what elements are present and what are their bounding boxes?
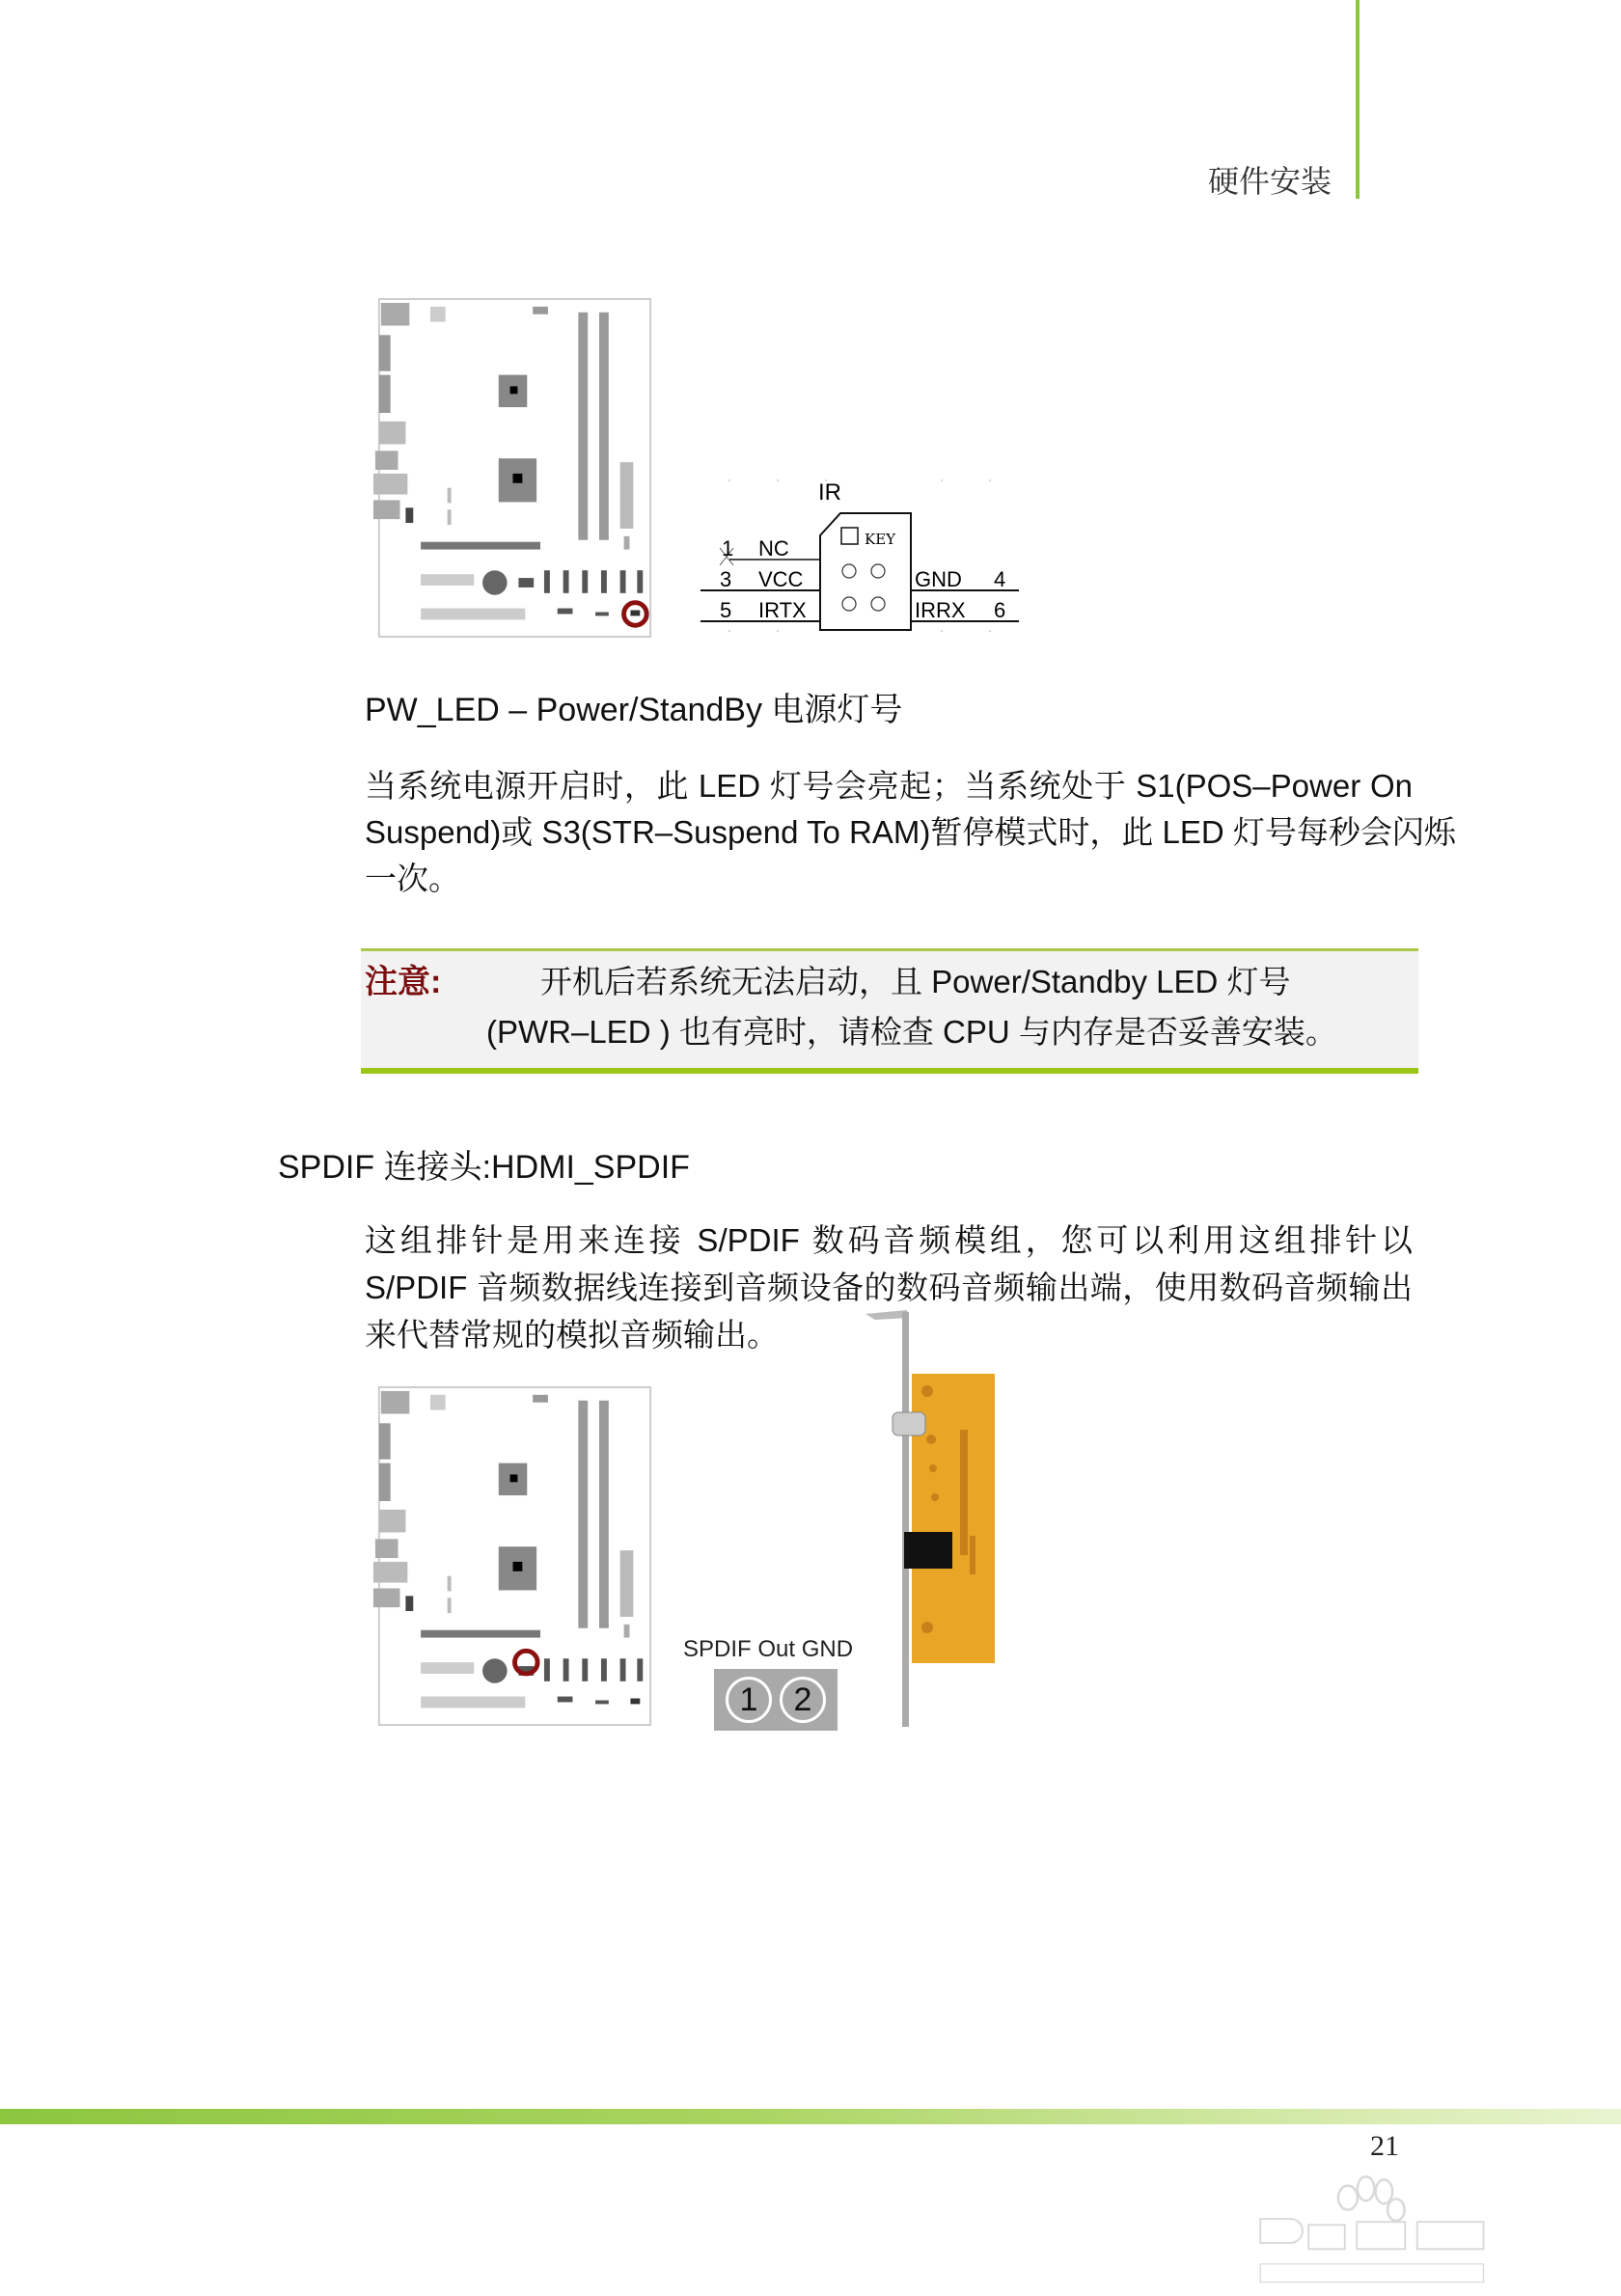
pin-4-number: 4	[994, 567, 1006, 591]
section-header: 硬件安装	[1207, 163, 1332, 200]
spdif-pin-header	[714, 1669, 838, 1731]
key-label: KEY	[865, 531, 896, 548]
header-accent-line	[1356, 0, 1360, 199]
pin-3-name: VCC	[758, 567, 804, 591]
motherboard-diagram-ir	[371, 293, 656, 644]
ir-title: IR	[818, 479, 841, 506]
pw-led-text-line: 当系统电源开启时，此 LED 灯号会亮起；当系统处于 S1(POS–Power On	[365, 768, 1413, 804]
pin-6-name: IRRX	[915, 598, 966, 622]
motherboard-diagram-spdif	[371, 1381, 656, 1733]
baidu-watermark-logo	[1254, 2171, 1496, 2291]
ir-header-pinout	[701, 471, 1019, 635]
note-line: (PWR–LED ) 也有亮时，请检查 CPU 与内存是否妥善安装。	[486, 1014, 1337, 1050]
pin-4-name: GND	[915, 567, 962, 591]
pin-5-number: 5	[720, 598, 732, 622]
note-line: 开机后若系统无法启动，且 Power/Standby LED 灯号	[540, 964, 1291, 999]
pin-3-number: 3	[720, 567, 732, 591]
pin-6-number: 6	[994, 598, 1006, 622]
pw-led-title: PW_LED – Power/StandBy 电源灯号	[365, 692, 903, 728]
pin-1-name: NC	[758, 536, 789, 560]
pw-led-text-line: Suspend)或 S3(STR–Suspend To RAM)暂停模式时，此 LED 灯号每秒会闪烁	[365, 814, 1456, 850]
pin-5-name: IRTX	[758, 598, 807, 622]
page-number: 21	[1370, 2130, 1399, 2162]
spdif-text-line: S/PDIF 音频数据线连接到音频设备的数码音频输出端，使用数码音频输出	[365, 1270, 1413, 1305]
note-box	[361, 948, 1418, 1074]
pin-1-number: 1	[722, 536, 734, 560]
pw-led-text-line: 一次。	[365, 861, 460, 896]
spdif-heading: SPDIF 连接头:HDMI_SPDIF	[278, 1149, 690, 1186]
spdif-pin-2: 2	[780, 1677, 826, 1723]
spdif-pin-label: SPDIF Out GND	[683, 1636, 854, 1662]
spdif-text-line: 这组排针是用来连接 S/PDIF 数码音频模组，您可以利用这组排针以	[365, 1222, 1413, 1258]
spdif-bracket-card	[864, 1304, 1008, 1738]
spdif-text-line: 来代替常规的模拟音频输出。	[365, 1317, 779, 1353]
spdif-pin-1: 1	[726, 1677, 772, 1723]
note-label: 注意:	[365, 964, 442, 1000]
footer-bar	[0, 2109, 1621, 2124]
